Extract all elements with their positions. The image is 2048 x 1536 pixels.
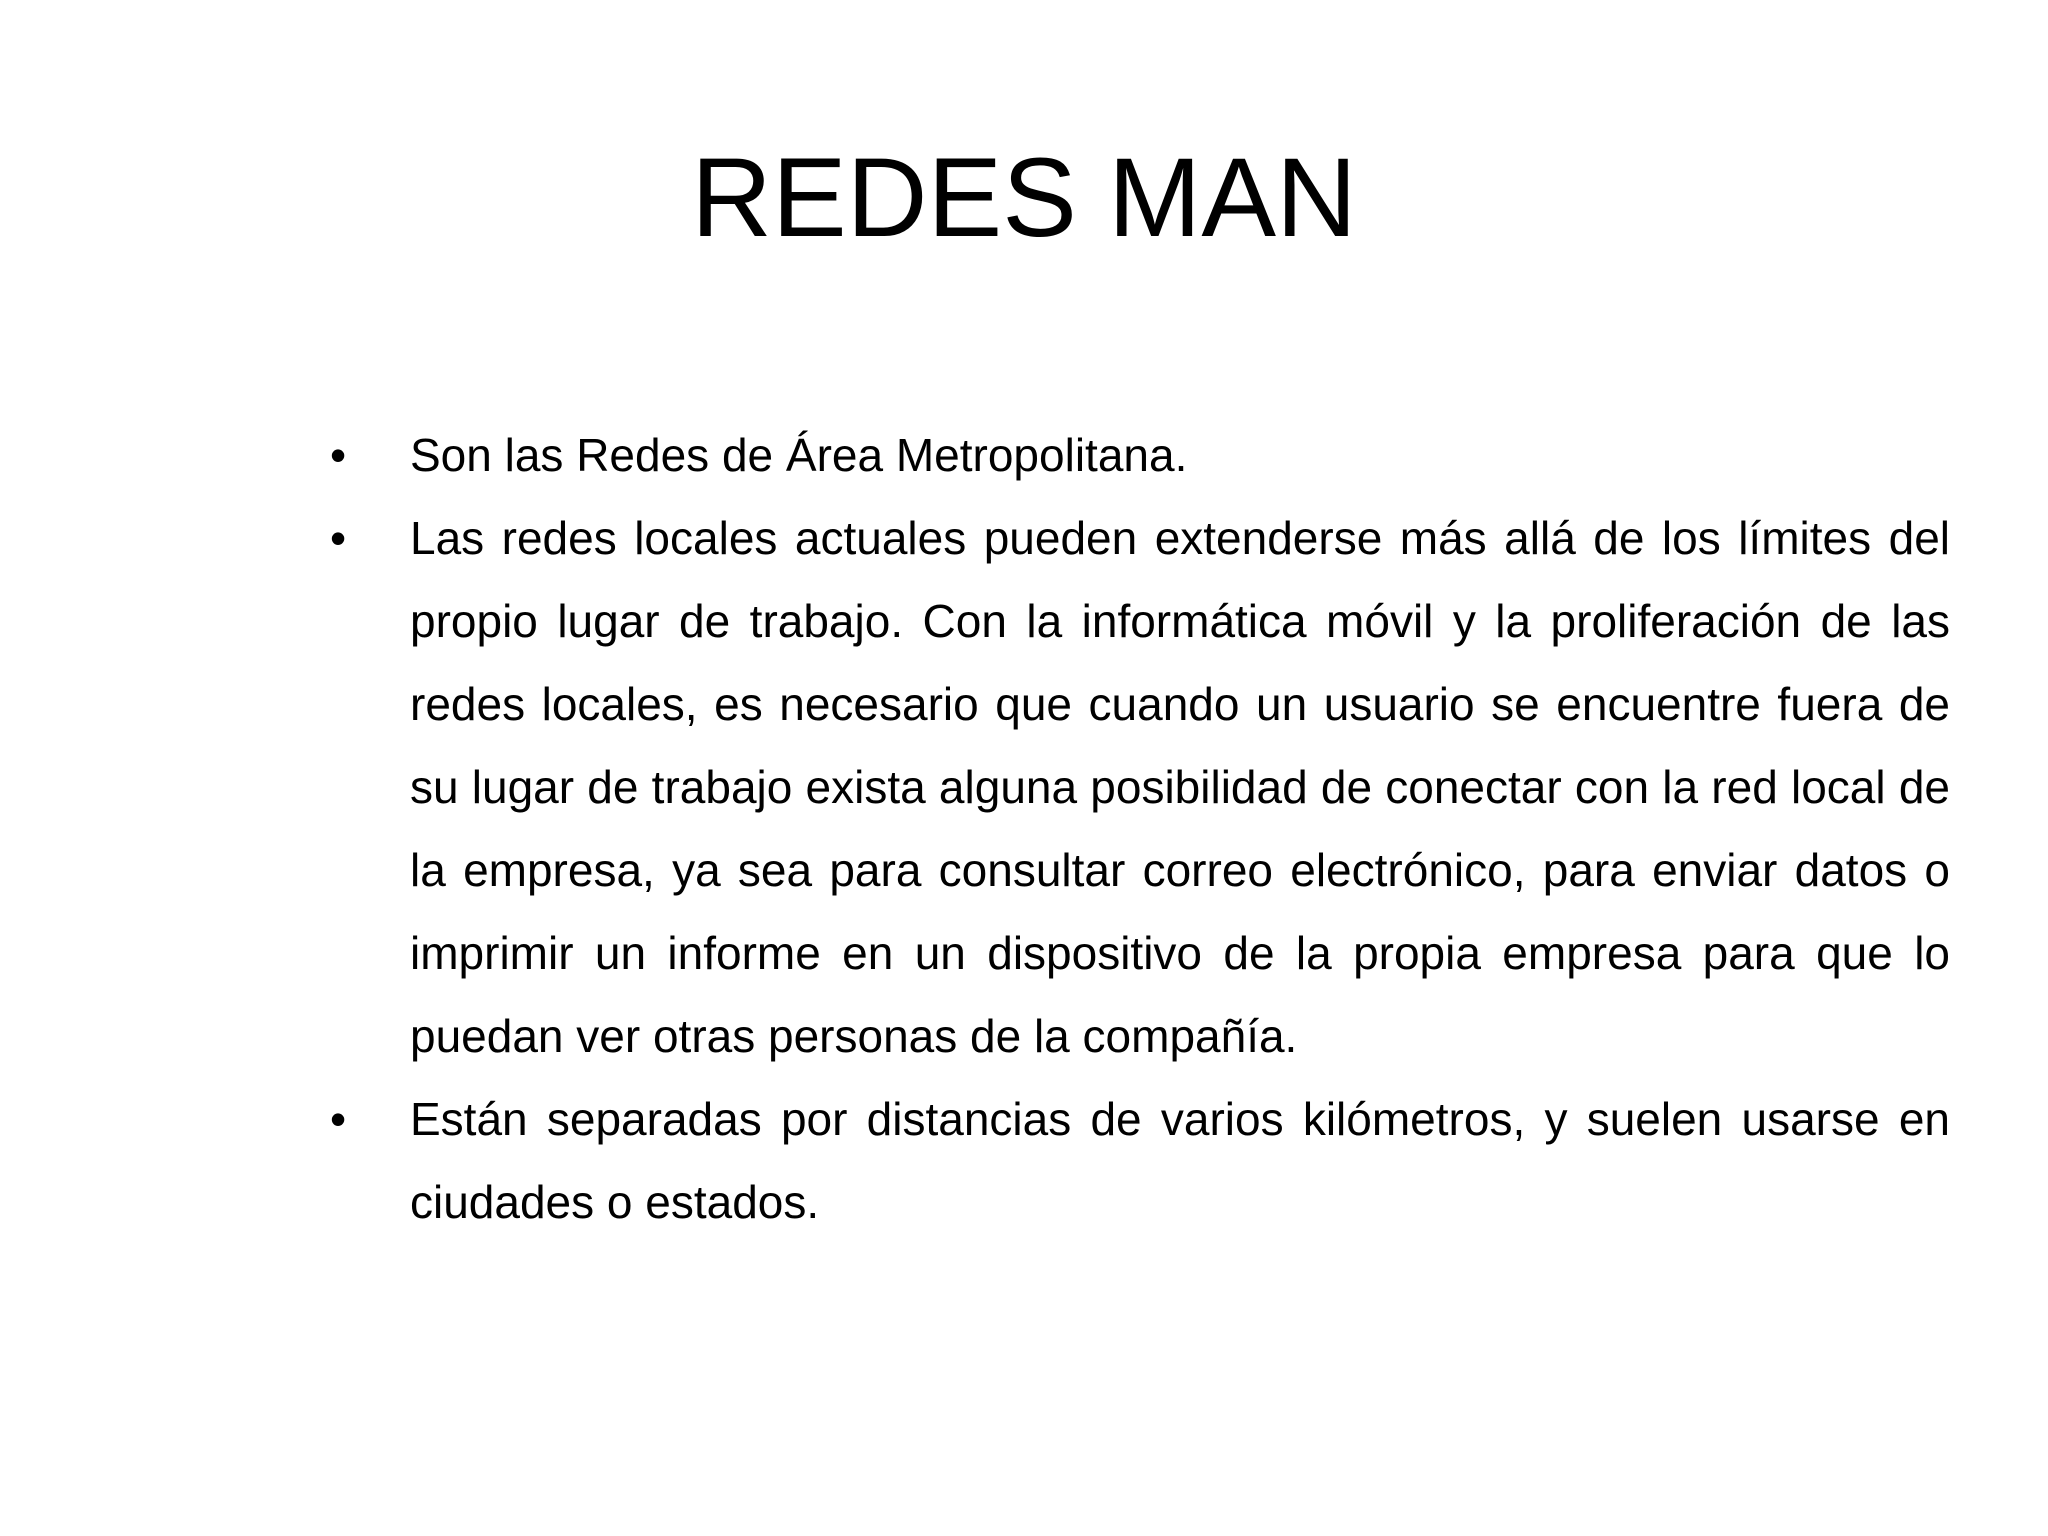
- bullet-marker: •: [330, 1093, 347, 1145]
- bullet-item: [330, 414, 1950, 497]
- bullet-item: [330, 497, 1950, 1078]
- bullet-list: [330, 414, 1950, 1244]
- bullet-text: Están separadas por distancias de varios kilómetros, y suelen usarse en ciudades o estados.: [410, 1093, 1950, 1228]
- bullet-text: Las redes locales actuales pueden extenderse más allá de los límites del propio lugar de trabajo. Con la informática móvil y la proliferación de las redes locales, es necesario que cuando un usuario se encuentre fuera de su lugar de trabajo exista alguna posibilidad de conectar con la red local de la empresa, ya sea para consultar correo electrónico, para enviar datos o imprimir un informe en un dispositivo de la propia empresa para que lo puedan ver otras personas de la compañía.: [410, 512, 1950, 1062]
- bullet-item: [330, 1078, 1950, 1244]
- bullet-marker: •: [330, 512, 347, 564]
- bullet-marker: •: [330, 429, 347, 481]
- slide-title: REDES MAN: [691, 135, 1357, 260]
- bullet-text: Son las Redes de Área Metropolitana.: [410, 429, 1188, 481]
